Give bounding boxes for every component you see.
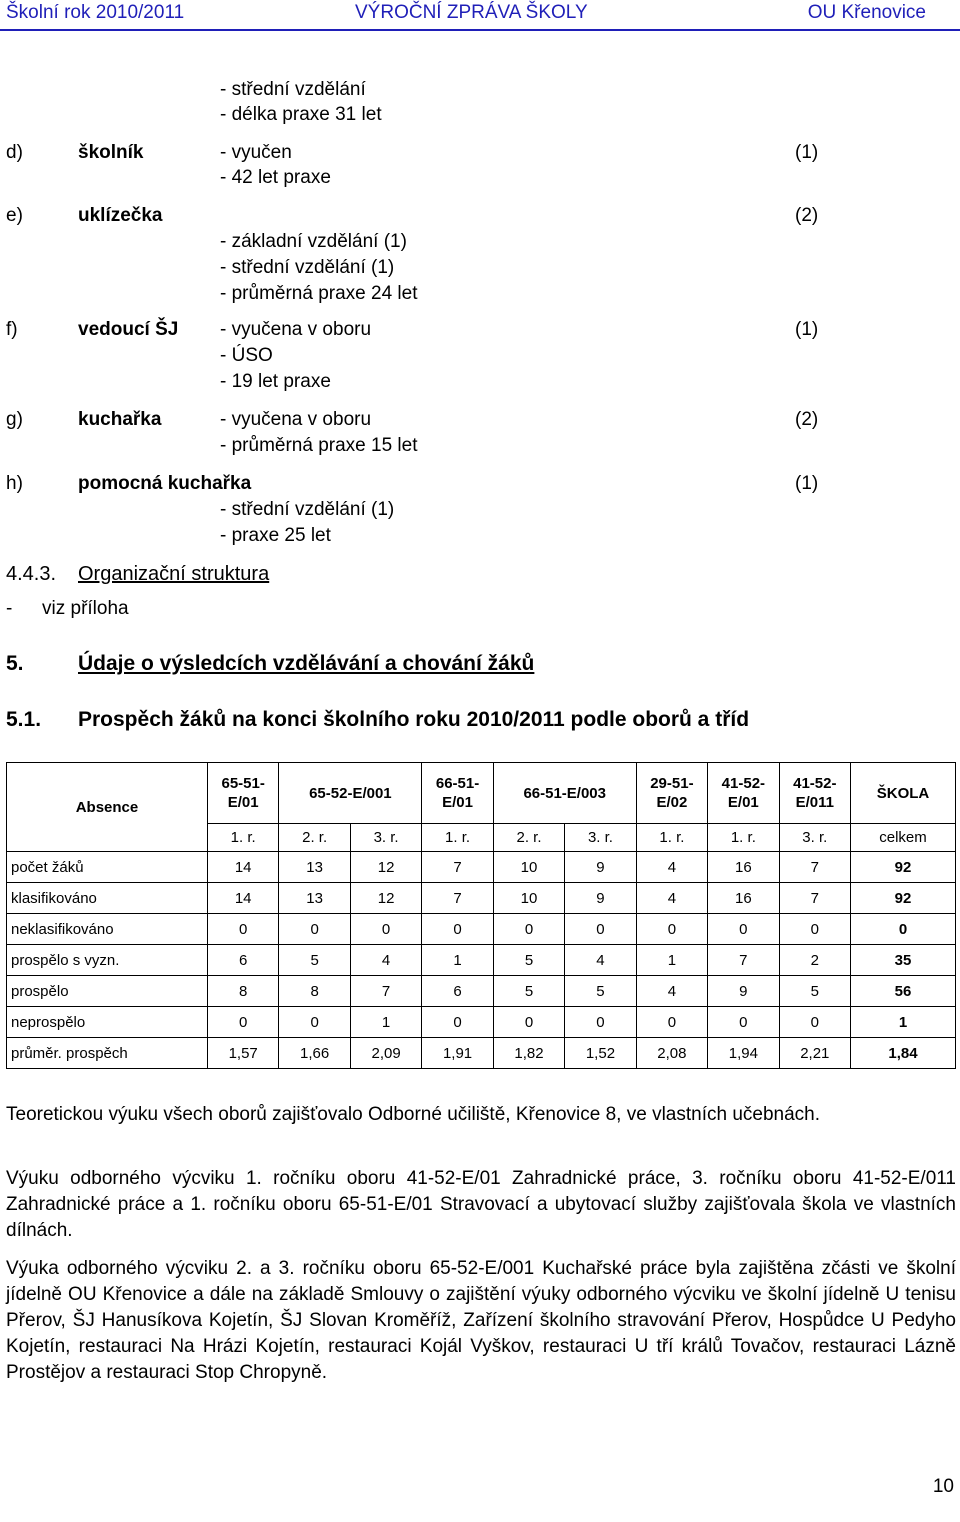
year-label: 1. r. xyxy=(207,824,278,852)
header-school-year: Školní rok 2010/2011 xyxy=(6,2,185,23)
header-rule xyxy=(0,29,960,31)
staff-letter: f) xyxy=(6,319,18,340)
field-header: 29-51-E/02 xyxy=(636,763,707,824)
field-header: 65-51-E/01 xyxy=(207,763,278,824)
value-cell: 7 xyxy=(350,976,421,1007)
value-cell: 14 xyxy=(207,883,278,914)
staff-role: uklízečka xyxy=(78,205,163,226)
table-row xyxy=(7,914,956,945)
year-label: 1. r. xyxy=(636,824,707,852)
row-label: průměr. prospěch xyxy=(7,1038,208,1069)
org-heading-title: Organizační struktura xyxy=(78,563,270,585)
page-number: 10 xyxy=(932,1476,954,1497)
value-cell: 2,08 xyxy=(636,1038,707,1069)
value-cell: 10 xyxy=(493,852,564,883)
total-cell: 35 xyxy=(851,945,956,976)
table-row xyxy=(7,1007,956,1038)
total-cell: 1,84 xyxy=(851,1038,956,1069)
staff-count: (2) xyxy=(795,205,819,226)
row-label: prospělo xyxy=(7,976,208,1007)
year-label: 3. r. xyxy=(350,824,421,852)
value-cell: 0 xyxy=(708,1007,779,1038)
value-cell: 4 xyxy=(350,945,421,976)
value-cell: 8 xyxy=(279,976,350,1007)
value-cell: 7 xyxy=(779,852,850,883)
table-row xyxy=(7,976,956,1007)
value-cell: 0 xyxy=(493,1007,564,1038)
value-cell: 0 xyxy=(779,914,850,945)
staff-line: - průměrná praxe 15 let xyxy=(220,435,418,456)
row-label: počet žáků xyxy=(7,852,208,883)
year-label: 1. r. xyxy=(708,824,779,852)
value-cell: 0 xyxy=(636,914,707,945)
staff-line: - vyučen xyxy=(220,142,292,163)
table-row xyxy=(7,945,956,976)
value-cell: 1 xyxy=(636,945,707,976)
school-header: ŠKOLA xyxy=(851,763,956,824)
value-cell: 6 xyxy=(207,945,278,976)
total-cell: 1 xyxy=(851,1007,956,1038)
section-5-1-number: 5.1. xyxy=(6,708,42,731)
header-report-title: VÝROČNÍ ZPRÁVA ŠKOLY xyxy=(355,2,588,23)
staff-letter: e) xyxy=(6,205,23,226)
table-row xyxy=(7,883,956,914)
value-cell: 6 xyxy=(422,976,493,1007)
total-cell: 92 xyxy=(851,883,956,914)
year-label: 1. r. xyxy=(422,824,493,852)
org-heading-number: 4.4.3. xyxy=(6,563,57,585)
header-school-name: OU Křenovice xyxy=(807,2,926,23)
value-cell: 0 xyxy=(779,1007,850,1038)
value-cell: 7 xyxy=(422,883,493,914)
total-cell: 92 xyxy=(851,852,956,883)
value-cell: 0 xyxy=(207,1007,278,1038)
value-cell: 10 xyxy=(493,883,564,914)
value-cell: 2,21 xyxy=(779,1038,850,1069)
staff-line: - vyučena v oboru xyxy=(220,319,372,340)
staff-role: kuchařka xyxy=(78,409,162,430)
staff-line: - střední vzdělání (1) xyxy=(220,257,395,278)
staff-line: - 19 let praxe xyxy=(220,371,331,392)
staff-role: pomocná kuchařka xyxy=(78,473,252,494)
year-label: 3. r. xyxy=(779,824,850,852)
field-header: 66-51-E/003 xyxy=(493,763,636,824)
staff-count: (2) xyxy=(795,409,819,430)
field-header: 41-52-E/01 xyxy=(708,763,779,824)
value-cell: 5 xyxy=(493,945,564,976)
value-cell: 0 xyxy=(636,1007,707,1038)
field-header: 41-52-E/011 xyxy=(779,763,850,824)
total-cell: 0 xyxy=(851,914,956,945)
staff-count: (1) xyxy=(795,142,819,163)
field-header: 65-52-E/001 xyxy=(279,763,422,824)
value-cell: 0 xyxy=(279,1007,350,1038)
value-cell: 2,09 xyxy=(350,1038,421,1069)
value-cell: 13 xyxy=(279,883,350,914)
table-row xyxy=(7,1038,956,1069)
staff-line: - 42 let praxe xyxy=(220,167,331,188)
year-label: 3. r. xyxy=(565,824,636,852)
row-label: neklasifikováno xyxy=(7,914,208,945)
value-cell: 1,66 xyxy=(279,1038,350,1069)
value-cell: 1,52 xyxy=(565,1038,636,1069)
staff-role: školník xyxy=(78,142,144,163)
value-cell: 4 xyxy=(636,852,707,883)
section-5-number: 5. xyxy=(6,652,24,675)
row-label: neprospělo xyxy=(7,1007,208,1038)
staff-line: - střední vzdělání (1) xyxy=(220,499,395,520)
value-cell: 0 xyxy=(422,1007,493,1038)
value-cell: 5 xyxy=(565,976,636,1007)
staff-role: vedoucí ŠJ xyxy=(78,319,179,340)
total-cell: 56 xyxy=(851,976,956,1007)
paragraph-practice-1: Výuku odborného výcviku 1. ročníku oboru 41-52-E/01 Zahradnické práce, 3. ročníku oboru 41-52-E/011 Zahradnické práce a 1. ročníku oboru 65-51-E/01 Stravovací a ubytovací služby zajišťovala škola ve vlastních dílnách. xyxy=(6,1168,956,1241)
staff-letter: h) xyxy=(6,473,23,494)
value-cell: 12 xyxy=(350,883,421,914)
value-cell: 4 xyxy=(636,883,707,914)
table-header-row xyxy=(7,763,956,824)
value-cell: 0 xyxy=(708,914,779,945)
grade-table xyxy=(6,762,956,1069)
value-cell: 0 xyxy=(422,914,493,945)
value-cell: 4 xyxy=(636,976,707,1007)
value-cell: 9 xyxy=(565,852,636,883)
row-label: prospělo s vyzn. xyxy=(7,945,208,976)
staff-letter: d) xyxy=(6,142,23,163)
value-cell: 7 xyxy=(779,883,850,914)
staff-count: (1) xyxy=(795,319,819,340)
year-label: 2. r. xyxy=(279,824,350,852)
value-cell: 0 xyxy=(279,914,350,945)
staff-letter: g) xyxy=(6,409,23,430)
year-label: celkem xyxy=(851,824,956,852)
value-cell: 9 xyxy=(565,883,636,914)
value-cell: 5 xyxy=(779,976,850,1007)
value-cell: 1 xyxy=(422,945,493,976)
value-cell: 0 xyxy=(565,1007,636,1038)
value-cell: 1,91 xyxy=(422,1038,493,1069)
staff-line: - vyučena v oboru xyxy=(220,409,372,430)
paragraph-practice-2: Výuka odborného výcviku 2. a 3. ročníku oboru 65-52-E/001 Kuchařské práce byla zajištěna zčásti ve školní jídelně OU Křenovice a dále na základě Smlouvy o zajištění výuky odborného výcviku ve školní jídelně U tenisu Přerov, ŠJ Hanusíkova Kojetín, ŠJ Slovan Kroměříž, Zařízení školního stravování Přerov, Hospůdce U Pedyho Kojetín, restauraci Na Hrázi Kojetín, restauraci Kojál Vyškov, restauraci U tří králů Tovačov, restauraci Lázně Prostějov a restauraci Stop Chropyně. xyxy=(6,1258,956,1383)
value-cell: 16 xyxy=(708,883,779,914)
value-cell: 0 xyxy=(350,914,421,945)
value-cell: 4 xyxy=(565,945,636,976)
value-cell: 16 xyxy=(708,852,779,883)
value-cell: 0 xyxy=(493,914,564,945)
value-cell: 8 xyxy=(207,976,278,1007)
staff-line: - střední vzdělání xyxy=(220,79,366,100)
row-label: klasifikováno xyxy=(7,883,208,914)
value-cell: 12 xyxy=(350,852,421,883)
table-row xyxy=(7,852,956,883)
field-header: 66-51-E/01 xyxy=(422,763,493,824)
staff-line: - průměrná praxe 24 let xyxy=(220,283,418,304)
value-cell: 7 xyxy=(422,852,493,883)
section-5-title: Údaje o výsledcích vzdělávání a chování žáků xyxy=(78,652,535,675)
staff-line: - ÚSO xyxy=(220,345,273,366)
staff-line: - praxe 25 let xyxy=(220,525,331,546)
org-bullet: - xyxy=(6,598,13,619)
value-cell: 5 xyxy=(493,976,564,1007)
value-cell: 1 xyxy=(350,1007,421,1038)
paragraph-theory: Teoretickou výuku všech oborů zajišťovalo Odborné učiliště, Křenovice 8, ve vlastních učebnách. xyxy=(6,1104,821,1125)
year-label: 2. r. xyxy=(493,824,564,852)
value-cell: 0 xyxy=(207,914,278,945)
value-cell: 7 xyxy=(708,945,779,976)
value-cell: 1,57 xyxy=(207,1038,278,1069)
value-cell: 5 xyxy=(279,945,350,976)
staff-line: - délka praxe 31 let xyxy=(220,104,382,125)
section-5-1-title: Prospěch žáků na konci školního roku 2010/2011 podle oborů a tříd xyxy=(78,708,750,731)
value-cell: 1,94 xyxy=(708,1038,779,1069)
value-cell: 9 xyxy=(708,976,779,1007)
table-corner-label: Absence xyxy=(7,763,208,852)
value-cell: 13 xyxy=(279,852,350,883)
value-cell: 2 xyxy=(779,945,850,976)
org-bullet-text: viz příloha xyxy=(42,598,129,619)
staff-line: - základní vzdělání (1) xyxy=(220,231,407,252)
value-cell: 1,82 xyxy=(493,1038,564,1069)
staff-count: (1) xyxy=(795,473,819,494)
value-cell: 14 xyxy=(207,852,278,883)
value-cell: 0 xyxy=(565,914,636,945)
